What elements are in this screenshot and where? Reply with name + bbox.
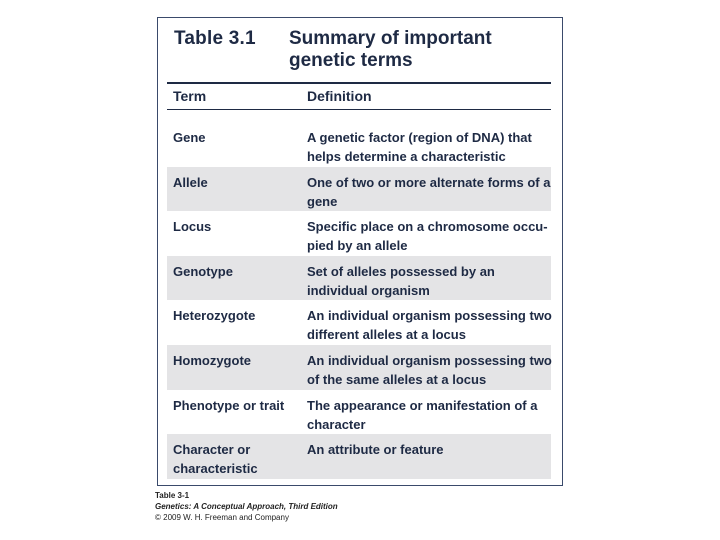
term-cell: Homozygote [173, 352, 251, 368]
top-rule [167, 82, 551, 84]
caption-table-label: Table 3-1 [155, 491, 190, 500]
header-rule [167, 109, 551, 110]
figure-caption [155, 490, 338, 523]
table-row [167, 434, 551, 479]
table-row [167, 390, 551, 435]
definition-cell: An individual organism possessing two different alleles at a locus [307, 308, 552, 343]
table-row [167, 211, 551, 256]
term-cell: Phenotype or trait [173, 397, 285, 413]
term-cell: Genotype [173, 263, 233, 279]
table-row [167, 122, 551, 167]
table-header-row [167, 88, 551, 108]
definition-cell: One of two or more alternate forms of a gene [307, 174, 551, 209]
table-row [167, 167, 551, 212]
table-body [167, 122, 551, 479]
definition-cell: Specific place on a chromosome occu-pied by an allele [307, 219, 548, 254]
table-number: Table 3.1 [174, 28, 256, 49]
caption-book-title: Genetics: A Conceptual Approach, Third Edition [155, 502, 338, 511]
term-cell: Locus [173, 219, 212, 235]
term-cell: Gene [173, 130, 206, 145]
table-frame [157, 17, 563, 486]
definition-cell: An attribute or feature [307, 442, 444, 458]
definition-cell: A genetic factor (region of DNA) that helps determine a characteristic [307, 130, 532, 164]
table-title: Summary of important genetic terms [289, 28, 492, 71]
header-definition: Definition [307, 88, 372, 104]
term-cell: Heterozygote [173, 308, 256, 324]
table-row [167, 345, 551, 390]
term-cell: Character or characteristic [173, 442, 258, 477]
definition-cell: Set of alleles possessed by an individual organism [307, 263, 495, 298]
table-title-row [174, 28, 550, 84]
caption-copyright: © 2009 W. H. Freeman and Company [155, 513, 289, 522]
definition-cell: The appearance or manifestation of a character [307, 397, 538, 432]
table-row [167, 300, 551, 345]
table-row [167, 256, 551, 301]
header-term: Term [173, 88, 207, 104]
term-cell: Allele [173, 174, 208, 190]
definition-cell: An individual organism possessing two of the same alleles at a locus [307, 352, 552, 387]
